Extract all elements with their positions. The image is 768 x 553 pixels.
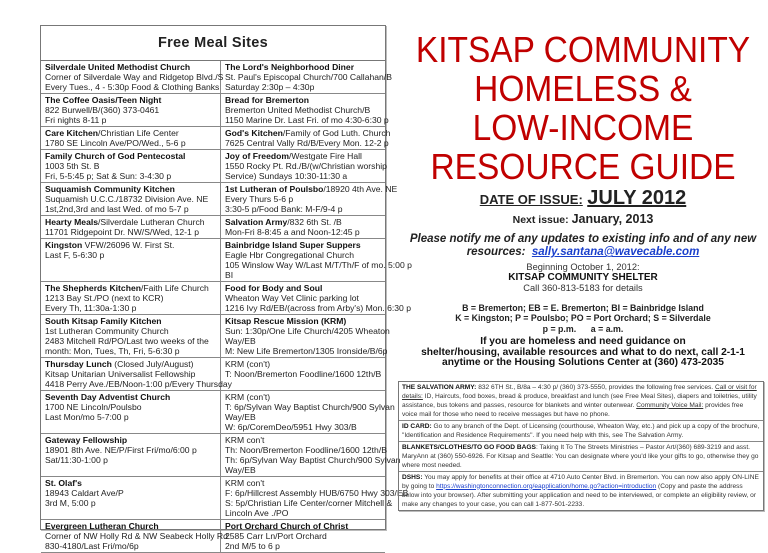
meal-site-detail: S: 5p/Christian Life Center/corner Mitchell & [225,498,393,508]
meal-site-subtitle: /Christian Life Center [98,128,179,138]
meal-site-entry [41,391,221,434]
meal-site-detail: Wheaton Way Vet Clinic parking lot [225,293,359,303]
meal-site-entry [221,94,389,127]
meal-site-row [41,183,385,216]
meal-site-entry [41,216,221,239]
meal-site-entry [221,315,390,358]
meal-site-detail: Th: Noon/Bremerton Foodline/1600 12th/B [225,445,387,455]
meal-site-subtitle: /18920 4th Ave. NE [323,184,398,194]
info-text: ID, Haircuts, food boxes, bread & produce, breakfast and lunch (see Free Meal Sites), diapers and toiletries, utility assistance, bus tokens and passes, resource for blankets and winter outerwear. [402,392,757,409]
info-text: (Copy and paste the address below into your browser). After submitting your application and need to be interviewed, or complete an eligibility review, or make any changes to your case, you can call 1-877-501-2233. [402,482,757,508]
meal-site-name: The Shepherds Kitchen [45,283,141,293]
meal-site-subtitle: VFW/26096 W. First St. [82,240,175,250]
meal-site-entry [41,358,232,391]
meal-site-entry [221,434,401,477]
meal-site-detail: 7625 Central Vally Rd/B/Every Mon. 12-2 p [225,138,389,148]
meal-site-subtitle: /Faith Life Church [140,283,209,293]
info-label: DSHS: [402,473,423,481]
email-link[interactable]: sally.santana@wavecable.com [531,246,700,258]
meal-site-detail: T: 6p/Sylvan Way Baptist Church/900 Sylvan [225,402,395,412]
meal-site-detail: BI [225,270,234,280]
meal-site-detail: Sat/11:30-1:00 p [45,455,108,465]
meal-site-detail: 18901 8th Ave. NE/P/First Fri/mo/6:00 p [45,445,197,455]
meal-site-subtitle: /Westgate Fire Hall [289,151,362,161]
meal-site-row [41,216,385,239]
meal-site-detail: Last Mon/mo 5-7:00 p [45,412,129,422]
meal-site-detail: 1150 Marine Dr. Last Fri. of mo 4:30-6:30 p [225,115,389,125]
meal-site-subtitle: KRM (con't) [225,359,271,369]
meal-site-name: Port Orchard Church of Christ [225,521,349,531]
meal-site-row [41,127,385,150]
meal-site-entry [221,183,398,216]
meal-site-detail: Every Thurs 5-6 p [225,194,294,204]
meal-site-detail: 18943 Caldart Ave/P [45,488,124,498]
meal-sites-title: Free Meal Sites [41,26,385,61]
guide-title-line: LOW-INCOME [472,107,694,148]
info-paragraph [399,421,763,442]
meal-site-detail: 1700 NE Lincoln/Poulsbo [45,402,142,412]
meal-site-detail: 2nd M/5 to 6 p [225,541,280,551]
notify-line: resources: [466,246,526,258]
info-text: 832 6TH St., B/8a – 4:30 p/ (360) 373-5550, provides the following free services. [476,383,715,391]
shelter-call: Call 360-813-5183 for details [523,283,643,293]
meal-site-entry [41,434,221,477]
meal-site-entry [221,216,386,239]
meal-sites-table [41,61,412,553]
meal-site-detail: T: Noon/Bremerton Foodline/1600 12th/B [225,369,382,379]
meal-site-name: Gateway Fellowship [45,435,128,445]
homeless-help-notice [400,337,766,369]
meal-site-name: Bainbridge Island Super Suppers [225,240,361,250]
meal-site-subtitle: /832 6th St. /B [287,217,342,227]
meal-site-name: St. Olaf's [45,478,82,488]
meal-site-detail: 1780 SE Lincoln Ave/PO/Wed., 5-6 p [45,138,186,148]
issue-label: DATE OF ISSUE: [479,192,583,207]
meal-site-entry [221,127,391,150]
meal-site-detail: 1216 Ivy Rd/EB/(across from Arby's) Mon. 6:30 p [225,303,412,313]
meal-site-name: Family Church of God Pentecostal [45,151,186,161]
meal-site-detail: 3rd M, 5:00 p [45,498,96,508]
meal-site-name: Silverdale United Methodist Church [45,62,191,72]
meal-site-name: The Lord's Neighborhood Diner [225,62,355,72]
meal-site-subtitle: /Family of God Luth. Church [282,128,391,138]
meal-site-detail: Bremerton United Methodist Church/B [225,105,371,115]
abbreviations-legend [400,303,766,335]
meal-site-entry [221,150,386,183]
meal-site-detail: month: Mon, Tues, Th, Fri, 5-6:30 p [45,346,180,356]
meal-site-detail: Lincoln Ave ./PO [225,508,289,518]
meal-site-entry [41,61,224,94]
meal-site-row [41,150,385,183]
meal-site-entry [221,391,395,434]
meal-site-detail: Way/EB [225,336,256,346]
meal-site-name: Salvation Army [225,217,288,227]
info-label: THE SALVATION ARMY: [402,383,477,391]
next-issue-label: Next issue: [512,214,569,226]
meal-site-detail: Suquamish U.C.C./18732 Division Ave. NE [45,194,209,204]
meal-site-entry [221,239,412,282]
meal-site-name: Food for Body and Soul [225,283,323,293]
meal-site-row [41,391,385,434]
info-text: You may apply for benefits at their office at 4710 Auto Center Blvd. in Bremerton. You can now also apply ON-LINE by going to [402,473,759,490]
next-issue [400,212,766,228]
meal-site-subtitle: KRM con't [225,478,265,488]
free-meal-sites-panel [40,25,412,551]
notify-line: Please notify me of any updates to existing info and of any new [409,233,757,245]
meal-site-name: Evergreen Lutheran Church [45,521,159,531]
meal-site-detail: 2483 Mitchell Rd/PO/Last two weeks of the [45,336,209,346]
meal-site-detail: 830-4180/Last Fri/mo/6p [45,541,139,551]
notify-message [400,233,766,259]
meal-site-detail: F: 6p/Hillcrest Assembly HUB/6750 Hwy 303/EB [225,488,409,498]
dshs-application-link[interactable]: https://washingtonconnection.org/eapplication/home.go?action=introduction [436,482,657,490]
meal-site-detail: W: 6p/CoremDeo/5951 Hwy 303/B [225,422,357,432]
meal-site-name: 1st Lutheran of Poulsbo [225,184,324,194]
guide-title [400,30,766,186]
issue-date [400,186,766,212]
meal-site-detail: St. Paul's Episcopal Church/700 Callahan/B [225,72,392,82]
shelter-begin: Beginning October 1, 2012: [526,262,640,272]
meal-site-detail: 1213 Bay St./PO (next to KCR) [45,293,164,303]
resource-guide-panel [400,30,766,543]
meal-site-row [41,239,385,282]
abbr-line: p = p.m. a = a.m. [542,323,624,334]
meal-site-detail: Saturday 2:30p – 4:30p [225,82,315,92]
info-text: Call or visit for details: [402,383,757,400]
info-text: Go to any branch of the Dept. of Licensing (courthouse, Wheaton Way, etc.) and pick up a copy of the brochure, "Identification and Residence Requirements". If you need help with this, see The Salvation Army. [402,422,760,439]
meal-site-row [41,282,385,315]
guide-title-line: KITSAP COMMUNITY [415,29,751,70]
meal-site-detail: 105 Winslow Way W/Last M/T/Th/F of mo. 5:00 p [225,260,412,270]
info-text: Community Voice Mail: [636,401,704,409]
meal-site-detail: Corner of Silverdale Way and Ridgetop Blvd./S [45,72,224,82]
meal-site-detail: 1003 5th St. B [45,161,100,171]
meal-site-row [41,520,385,553]
help-line: shelter/housing, available resources and what to do next, call 2-1-1 [421,346,745,358]
meal-site-detail: Corner of NW Holly Rd & NW Seabeck Holly Rd. [45,531,231,541]
meal-site-name: South Kitsap Family Kitchen [45,316,162,326]
info-paragraph [399,382,763,421]
next-issue-date: January, 2013 [571,212,654,226]
meal-site-entry [221,520,386,553]
meal-site-row [41,358,385,391]
meal-site-entry [41,520,231,553]
guide-title-line: RESOURCE GUIDE [430,146,736,187]
issue-date-value: JULY 2012 [587,187,687,209]
meal-site-detail: Every Th, 11:30a-1:30 p [45,303,137,313]
meal-site-detail: 4418 Perry Ave./EB/Noon-1:00 p/Every Thursday [45,379,232,389]
meal-site-detail: Mon-Fri 8-8:45 a and Noon-12:45 p [225,227,360,237]
meal-site-detail: Eagle Hbr Congregational Church [225,250,354,260]
meal-site-subtitle: (Closed July/August) [111,359,194,369]
meal-site-detail: Kitsap Unitarian Universalist Fellowship [45,369,196,379]
shelter-notice [400,262,766,294]
meal-site-detail: 1550 Rocky Pt. Rd./B/(w/Christian worship [225,161,387,171]
meal-site-detail: 822 Burwell/B/(360) 373-0461 [45,105,160,115]
meal-site-name: Seventh Day Adventist Church [45,392,171,402]
meal-site-detail: Service) Sundays 10:30-11:30 a [225,171,348,181]
help-line: anytime or the Housing Solutions Center at (360) 473-2035 [442,357,724,368]
guide-title-line: HOMELESS & [474,68,692,109]
meal-site-row [41,434,385,477]
meal-site-entry [41,127,221,150]
info-text: : Taking It To The Streets Ministries – Pastor Art/(360) 689-3219 and asst. MaryAnn at (360) 550-6926. For Kitsap and Seattle: You can designate where you'd like your gifts to go, otherwise they go where most needed. [402,443,759,469]
meal-site-detail: 1st Lutheran Community Church [45,326,169,336]
meal-site-row [41,477,385,520]
meal-site-name: Thursday Lunch [45,359,112,369]
meal-site-detail: 2585 Carr Ln/Port Orchard [225,531,327,541]
info-paragraph [399,472,763,510]
meal-site-entry [221,61,392,94]
meal-site-entry [41,183,221,216]
meal-site-detail: M: New Life Bremerton/1305 Ironside/B/6p [225,346,388,356]
info-label: BLANKETS/CLOTHES/TO GO FOOD BAGS [402,443,536,451]
meal-site-subtitle: KRM (con't) [225,392,271,402]
meal-site-row [41,94,385,127]
meal-site-detail: Sun: 1:30p/One Life Church/4205 Wheaton [225,326,390,336]
meal-site-detail: 3:30-5 p/Food Bank: M-F/9-4 p [225,204,343,214]
meal-site-name: Hearty Meals [45,217,99,227]
meal-site-detail: Th: 6p/Sylvan Way Baptist Church/900 Sylvan [225,455,401,465]
meal-site-name: Care Kitchen [45,128,99,138]
meal-site-entry [221,477,409,520]
meal-site-row [41,315,385,358]
info-label: ID CARD: [402,422,432,430]
meal-site-entry [41,94,221,127]
meal-site-detail: Way/EB [225,465,256,475]
meal-site-detail: 1st,2nd,3rd and last Wed. of mo 5-7 p [45,204,189,214]
meal-site-entry [221,358,386,391]
meal-site-detail: Fri nights 8-11 p [45,115,107,125]
meal-site-detail: 11701 Ridgepoint Dr. NW/S/Wed, 12-1 p [45,227,199,237]
info-text: provides free voice mail for those who need to receive messages but have no phone. [402,401,744,418]
meal-site-subtitle: /Silverdale Lutheran Church [98,217,205,227]
meal-site-subtitle: KRM con't [225,435,265,445]
meal-site-entry [41,315,221,358]
meal-site-entry [41,150,221,183]
abbr-line: B = Bremerton; EB = E. Bremerton; BI = Bainbridge Island [462,302,704,313]
abbr-line: K = Kingston; P = Poulsbo; PO = Port Orchard; S = Silverdale [455,313,711,323]
meal-site-detail: Every Tues., 4 - 5:30p Food & Clothing Banks [45,82,220,92]
meal-site-detail: Fri, 5-5:45 p; Sat & Sun: 3-4:30 p [45,171,172,181]
meal-site-name: The Coffee Oasis/Teen Night [45,95,162,105]
meal-site-entry [41,239,221,282]
meal-site-detail: Way/EB [225,412,256,422]
info-paragraph [399,442,763,472]
meal-site-detail: Last F, 5-6:30 p [45,250,105,260]
meal-site-name: God's Kitchen [225,128,283,138]
meal-site-entry [221,282,412,315]
meal-site-name: Bread for Bremerton [225,95,310,105]
meal-site-name: Kingston [45,240,83,250]
meal-site-name: Suquamish Community Kitchen [45,184,175,194]
meal-site-entry [41,477,221,520]
meal-site-name: Kitsap Rescue Mission (KRM) [225,316,347,326]
meal-site-entry [41,282,221,315]
services-info-box [398,381,764,511]
shelter-name: KITSAP COMMUNITY SHELTER [508,271,658,283]
meal-site-name: Joy of Freedom [225,151,289,161]
help-line: If you are homeless and need guidance on [480,336,686,347]
meal-site-row [41,61,385,94]
